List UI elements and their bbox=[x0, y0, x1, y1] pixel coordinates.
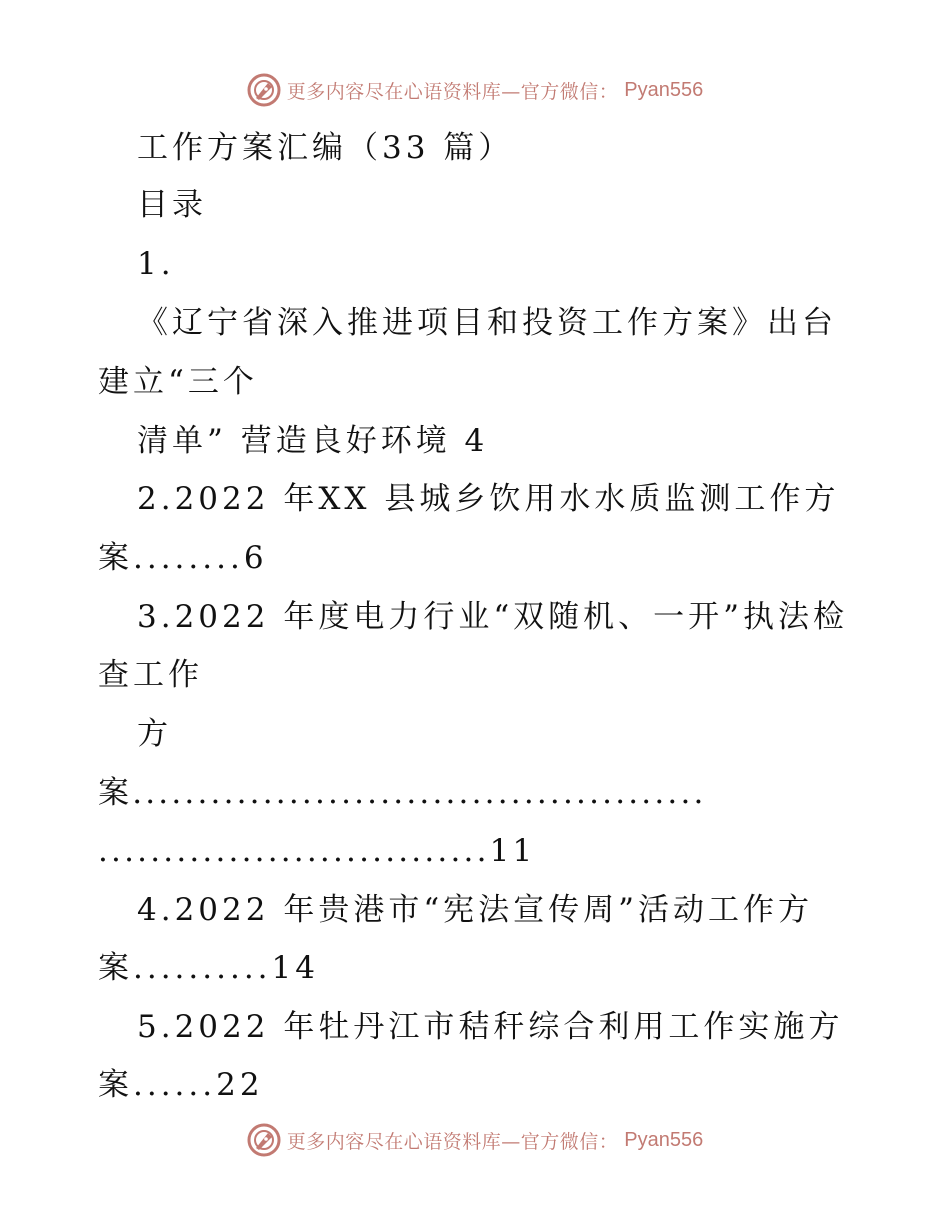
watermark-banner-bottom bbox=[0, 1120, 950, 1160]
toc-line: 清单” 营造良好环境 4 bbox=[137, 423, 489, 459]
watermark-site-text: 更多内容尽在心语资料库—官方微信： bbox=[286, 80, 619, 103]
document-title: 工作方案汇编（33 篇） bbox=[137, 130, 514, 166]
toc-line: 查工作 bbox=[98, 657, 203, 693]
toc-line: 案..........14 bbox=[98, 950, 319, 986]
watermark-banner-top bbox=[0, 70, 950, 110]
toc-line: 案........6 bbox=[98, 540, 268, 576]
toc-line: 建立“三个 bbox=[98, 364, 258, 400]
toc-line: 2.2022 年XX 县城乡饮用水水质监测工作方 bbox=[137, 481, 840, 517]
toc-line: ..............................11 bbox=[98, 833, 536, 869]
toc-line: 3.2022 年度电力行业“双随机、一开”执法检 bbox=[137, 599, 849, 635]
toc-line: 《辽宁省深入推进项目和投资工作方案》出台 bbox=[137, 305, 837, 341]
toc-heading: 目录 bbox=[137, 187, 207, 223]
watermark-site-text: 更多内容尽在心语资料库—官方微信： bbox=[286, 1130, 619, 1153]
toc-line: 案............................................ bbox=[98, 775, 707, 811]
toc-line: 方 bbox=[137, 716, 172, 752]
toc-line: 4.2022 年贵港市“宪法宣传周”活动工作方 bbox=[137, 892, 814, 928]
toc-line: 案......22 bbox=[98, 1067, 264, 1103]
pen-nib-logo-icon bbox=[247, 73, 281, 107]
pen-nib-logo-icon bbox=[247, 1123, 281, 1157]
watermark-wechat-id: Pyan556 bbox=[624, 78, 704, 101]
toc-line: 1. bbox=[137, 246, 175, 282]
watermark-wechat-id: Pyan556 bbox=[624, 1128, 704, 1151]
toc-line: 5.2022 年牡丹江市秸秆综合利用工作实施方 bbox=[137, 1009, 844, 1045]
